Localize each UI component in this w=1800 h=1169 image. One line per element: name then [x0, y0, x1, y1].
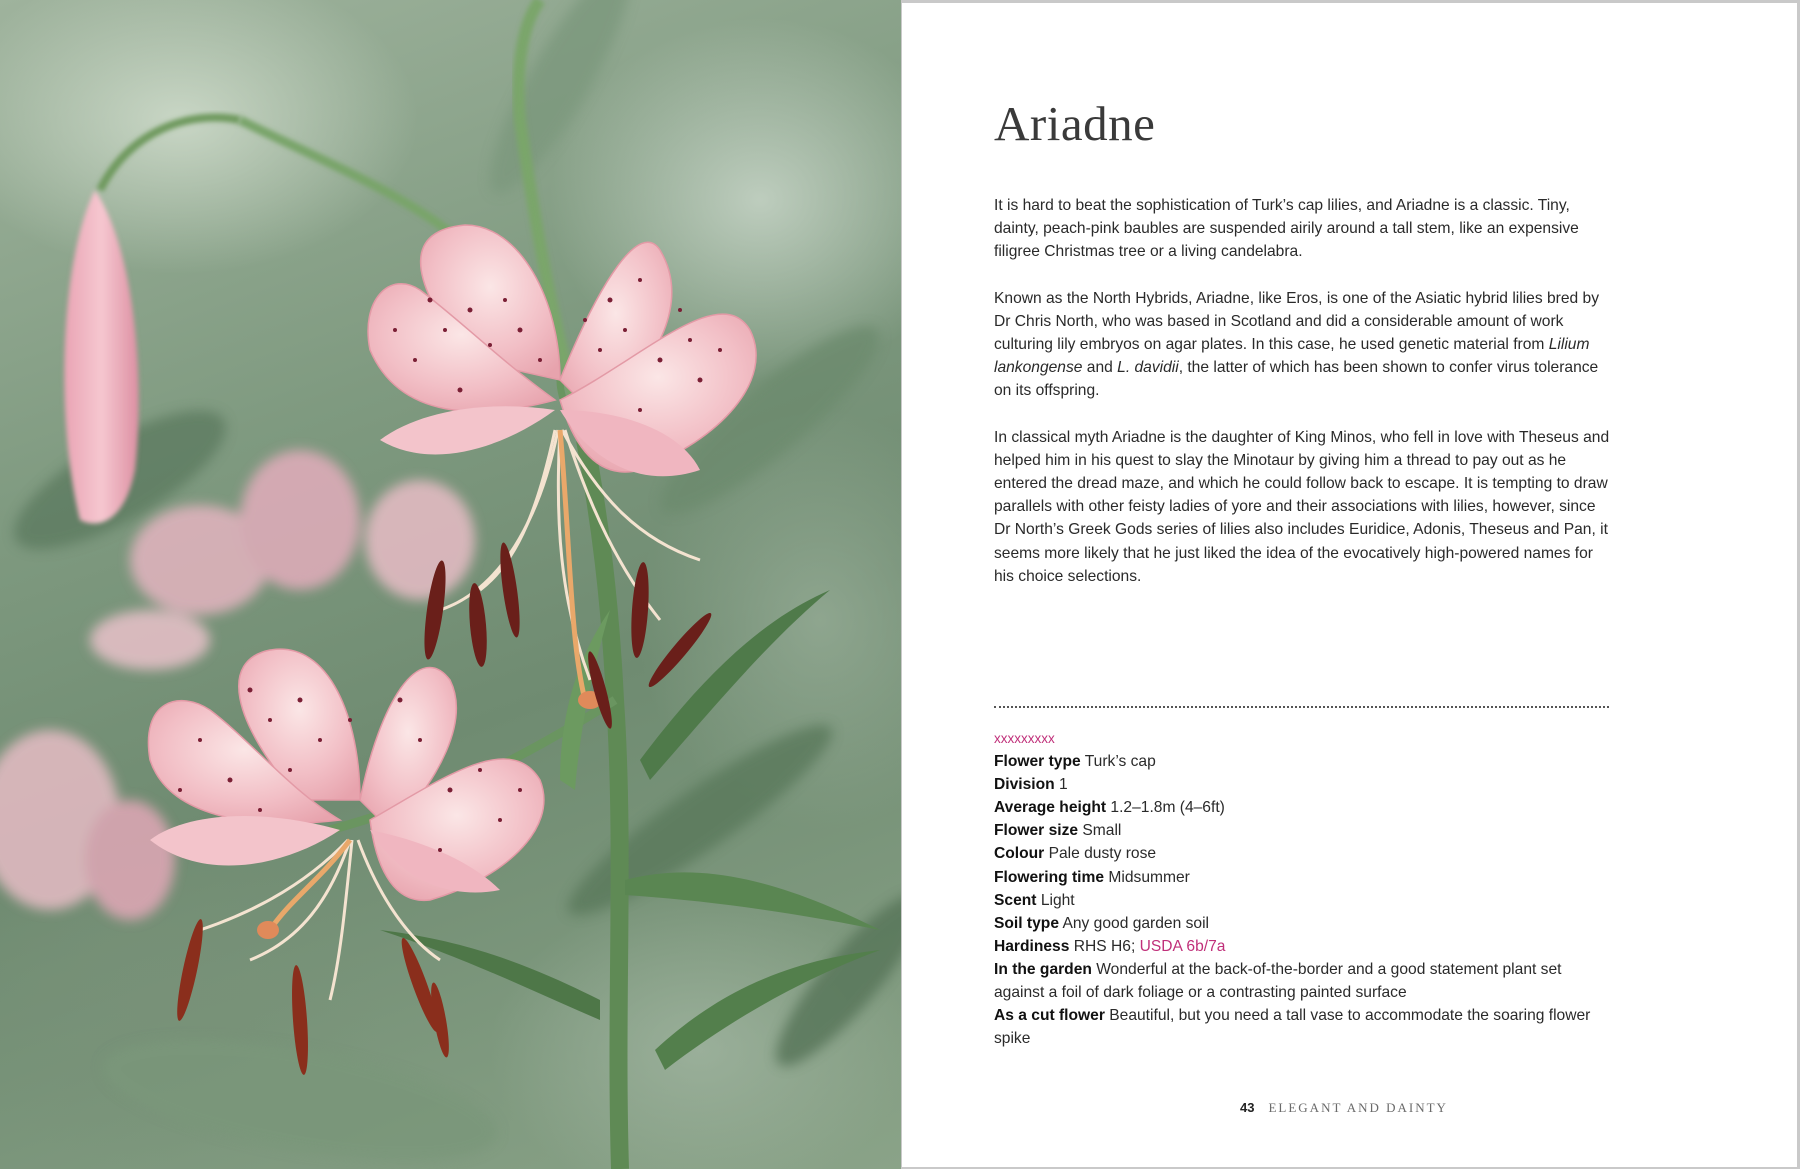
paragraph-history-text: and	[1082, 359, 1118, 377]
fact-label: Colour	[994, 845, 1045, 863]
text-page	[902, 3, 1797, 1167]
fact-hardiness	[994, 935, 1594, 958]
fact-value: 1.2–1.8m (4–6ft)	[1110, 799, 1225, 817]
fact-value: 1	[1059, 776, 1068, 794]
body-text	[994, 194, 1614, 611]
fact-label: In the garden	[994, 960, 1092, 978]
fact-division	[994, 773, 1594, 796]
fact-value: Beautiful, but you need a tall vase to accommodate the soaring flower spike	[994, 1007, 1591, 1048]
fact-cut-flower	[994, 1004, 1594, 1050]
fact-value: Pale dusty rose	[1048, 845, 1157, 863]
fact-value: RHS H6;	[1073, 937, 1136, 955]
fact-label: Hardiness	[994, 937, 1070, 955]
fact-label: Flowering time	[994, 868, 1105, 886]
page-number: 43	[1240, 1100, 1255, 1115]
fact-label: Flower size	[994, 822, 1079, 840]
fact-average-height	[994, 796, 1594, 819]
paragraph-history	[994, 287, 1614, 403]
fact-label: Scent	[994, 891, 1037, 909]
fact-label: Division	[994, 776, 1055, 794]
fact-flowering-time	[994, 866, 1594, 889]
plant-facts	[994, 727, 1594, 1050]
fact-label: Average height	[994, 799, 1107, 817]
fact-value: Wonderful at the back-of-the-border and a good statement plant set against a foil of dark foliage or a contrasting painted surface	[994, 960, 1562, 1002]
fact-flower-size	[994, 819, 1594, 842]
fact-value: Turk’s cap	[1084, 753, 1156, 771]
fact-label: As a cut flower	[994, 1007, 1105, 1025]
species-name: L. davidii	[1117, 359, 1179, 377]
fact-flower-type	[994, 750, 1594, 773]
usda-zone: USDA 6b/7a	[1139, 937, 1226, 955]
paragraph-myth: In classical myth Ariadne is the daughter of King Minos, who fell in love with Theseus and helped him in his quest to slay the Minotaur by giving him a thread to pay out as he entered the dread maze, and which he could follow back to escape. It is tempting to draw parallels with other feisty ladies of yore and their associations with lilies, however, since Dr North’s Greek Gods series of lilies also includes Euridice, Adonis, Theseus and Pan, it seems more likely that he just liked the idea of the evocatively high-powered names for his choice selections.	[994, 428, 1610, 585]
fact-label: Flower type	[994, 753, 1081, 771]
fact-label: Soil type	[994, 914, 1059, 932]
fact-in-the-garden	[994, 958, 1594, 1004]
lily-flower-lower	[148, 649, 543, 1075]
paragraph-history-text: Known as the North Hybrids, Ariadne, like Eros, is one of the Asiatic hybrid lilies bred by Dr Chris North, who was based in Scotland and did a considerable amount of work culturing lily embryos on agar plates. In this case, he used genetic material from	[994, 289, 1599, 354]
section-title: ELEGANT AND DAINTY	[1268, 1100, 1448, 1115]
fact-value: Small	[1082, 822, 1122, 840]
fact-value: Light	[1040, 891, 1075, 909]
page-title: Ariadne	[994, 96, 1156, 151]
paragraph-history-text: , the latter of which has been shown to confer virus tolerance on its offspring.	[994, 359, 1599, 400]
dotted-divider	[994, 706, 1609, 708]
lily-bud	[64, 190, 138, 523]
fact-soil-type	[994, 912, 1594, 935]
fact-scent	[994, 889, 1594, 912]
fact-value: Any good garden soil	[1062, 914, 1209, 932]
species-name: Lilium lankongense	[994, 336, 1590, 377]
fact-colour	[994, 842, 1594, 865]
paragraph-intro: It is hard to beat the sophistication of Turk’s cap lilies, and Ariadne is a classic. Tiny, dainty, peach-pink baubles are suspended airily around a tall stem, like an expensive filigree Christmas tree or a living candelabra.	[994, 197, 1579, 261]
fact-value: Midsummer	[1108, 868, 1190, 886]
page-footer	[1240, 1100, 1448, 1116]
placeholder-tag: xxxxxxxxx	[994, 731, 1055, 746]
